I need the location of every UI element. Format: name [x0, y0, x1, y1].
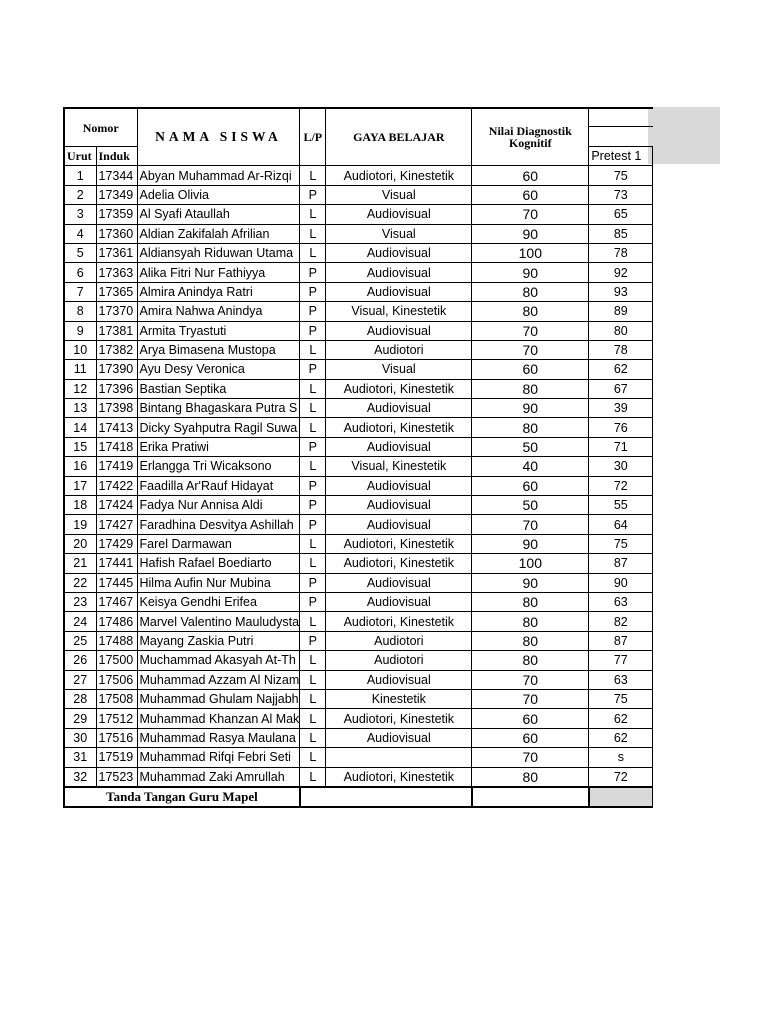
cell-gaya-belajar[interactable]: Audiovisual — [326, 437, 472, 456]
table-row — [64, 592, 653, 611]
cell-nilai-diagnostik[interactable]: 80 — [472, 592, 589, 611]
cell-gaya-belajar[interactable]: Audiotori — [326, 651, 472, 670]
gray-header-block — [648, 107, 720, 164]
table-row — [64, 360, 653, 379]
cell-urut[interactable]: 1 — [64, 166, 96, 185]
table-row — [64, 476, 653, 495]
cell-urut[interactable]: 28 — [64, 689, 96, 708]
cell-nilai-diagnostik[interactable]: 100 — [472, 554, 589, 573]
header-nama-siswa: NAMA SISWA — [137, 108, 300, 166]
cell-pretest[interactable]: 62 — [589, 728, 653, 747]
cell-induk[interactable]: 17396 — [96, 379, 137, 398]
cell-nilai-diagnostik[interactable]: 70 — [472, 205, 589, 224]
cell-induk[interactable]: 17363 — [96, 263, 137, 282]
cell-nama[interactable]: Mayang Zaskia Putri — [137, 631, 300, 650]
cell-gaya-belajar[interactable]: Visual — [326, 360, 472, 379]
cell-urut[interactable]: 5 — [64, 243, 96, 262]
cell-induk[interactable]: 17506 — [96, 670, 137, 689]
cell-gaya-belajar[interactable]: Visual, Kinestetik — [326, 457, 472, 476]
cell-nama[interactable]: Keisya Gendhi Erifea — [137, 592, 300, 611]
cell-urut[interactable]: 15 — [64, 437, 96, 456]
table-row — [64, 728, 653, 747]
table-row — [64, 340, 653, 359]
cell-urut[interactable]: 24 — [64, 612, 96, 631]
cell-lp[interactable]: P — [300, 282, 326, 301]
cell-nama[interactable]: Alika Fitri Nur Fathiyya — [137, 263, 300, 282]
header-induk: Induk — [96, 147, 137, 166]
cell-lp[interactable]: L — [300, 534, 326, 553]
table-row — [64, 302, 653, 321]
cell-nilai-diagnostik[interactable]: 80 — [472, 767, 589, 787]
cell-nama[interactable]: Arya Bimasena Mustopa — [137, 340, 300, 359]
cell-induk[interactable]: 17519 — [96, 748, 137, 767]
cell-pretest[interactable]: 62 — [589, 709, 653, 728]
cell-induk[interactable]: 17344 — [96, 166, 137, 185]
cell-lp[interactable]: L — [300, 340, 326, 359]
cell-nama[interactable]: Muchammad Akasyah At-Th — [137, 651, 300, 670]
cell-induk[interactable]: 17398 — [96, 399, 137, 418]
table-row — [64, 554, 653, 573]
cell-gaya-belajar[interactable]: Audiotori, Kinestetik — [326, 534, 472, 553]
header-urut: Urut — [64, 147, 96, 166]
cell-nilai-diagnostik[interactable]: 90 — [472, 224, 589, 243]
cell-induk[interactable]: 17419 — [96, 457, 137, 476]
cell-pretest[interactable]: 64 — [589, 515, 653, 534]
header-nilai-diagnostik-line1: Nilai Diagnostik — [488, 124, 572, 139]
cell-lp[interactable]: P — [300, 515, 326, 534]
cell-induk[interactable]: 17523 — [96, 767, 137, 787]
cell-nama[interactable]: Faadilla Ar'Rauf Hidayat — [137, 476, 300, 495]
cell-induk[interactable]: 17424 — [96, 496, 137, 515]
cell-induk[interactable]: 17445 — [96, 573, 137, 592]
header-pretest-group — [589, 108, 653, 147]
cell-urut[interactable]: 19 — [64, 515, 96, 534]
cell-induk[interactable]: 17390 — [96, 360, 137, 379]
cell-nilai-diagnostik[interactable]: 90 — [472, 573, 589, 592]
cell-nilai-diagnostik[interactable]: 100 — [472, 243, 589, 262]
cell-nama[interactable]: Hafish Rafael Boediarto — [137, 554, 300, 573]
cell-gaya-belajar[interactable]: Visual, Kinestetik — [326, 302, 472, 321]
cell-nilai-diagnostik[interactable]: 50 — [472, 437, 589, 456]
cell-pretest[interactable]: 75 — [589, 166, 653, 185]
table-row — [64, 689, 653, 708]
header-pretest: Pretest 1 — [589, 147, 653, 166]
cell-nilai-diagnostik[interactable]: 90 — [472, 534, 589, 553]
cell-gaya-belajar[interactable]: Audiotori, Kinestetik — [326, 612, 472, 631]
header-nilai-diagnostik-line2: Kognitif — [508, 136, 552, 151]
cell-nilai-diagnostik[interactable]: 70 — [472, 748, 589, 767]
cell-nilai-diagnostik[interactable]: 60 — [472, 476, 589, 495]
cell-urut[interactable]: 13 — [64, 399, 96, 418]
cell-nilai-diagnostik[interactable]: 60 — [472, 360, 589, 379]
cell-induk[interactable]: 17382 — [96, 340, 137, 359]
cell-urut[interactable]: 17 — [64, 476, 96, 495]
table-row — [64, 437, 653, 456]
cell-lp[interactable]: P — [300, 496, 326, 515]
cell-pretest[interactable]: 92 — [589, 263, 653, 282]
cell-urut[interactable]: 9 — [64, 321, 96, 340]
cell-nilai-diagnostik[interactable]: 60 — [472, 709, 589, 728]
cell-nama[interactable]: Bastian Septika — [137, 379, 300, 398]
cell-urut[interactable]: 26 — [64, 651, 96, 670]
cell-pretest[interactable]: 30 — [589, 457, 653, 476]
cell-gaya-belajar[interactable]: Audiotori, Kinestetik — [326, 418, 472, 437]
cell-urut[interactable]: 22 — [64, 573, 96, 592]
cell-lp[interactable]: L — [300, 166, 326, 185]
cell-induk[interactable]: 17418 — [96, 437, 137, 456]
table-row — [64, 243, 653, 262]
cell-lp[interactable]: L — [300, 767, 326, 787]
cell-gaya-belajar[interactable]: Audiovisual — [326, 282, 472, 301]
table-row — [64, 612, 653, 631]
cell-lp[interactable]: L — [300, 457, 326, 476]
cell-induk[interactable]: 17349 — [96, 185, 137, 204]
cell-pretest[interactable]: 63 — [589, 670, 653, 689]
cell-induk[interactable]: 17429 — [96, 534, 137, 553]
cell-nama[interactable]: Amira Nahwa Anindya — [137, 302, 300, 321]
cell-nama[interactable]: Muhammad Rifqi Febri Seti — [137, 748, 300, 767]
table-row — [64, 515, 653, 534]
cell-pretest[interactable]: 67 — [589, 379, 653, 398]
cell-pretest[interactable]: 55 — [589, 496, 653, 515]
cell-induk[interactable]: 17512 — [96, 709, 137, 728]
cell-nama[interactable]: Muhammad Zaki Amrullah — [137, 767, 300, 787]
cell-nama[interactable]: Aldian Zakifalah Afrilian — [137, 224, 300, 243]
table-row — [64, 379, 653, 398]
cell-gaya-belajar[interactable]: Audiovisual — [326, 476, 472, 495]
cell-nama[interactable]: Adelia Olivia — [137, 185, 300, 204]
table-row — [64, 651, 653, 670]
header-nomor: Nomor — [64, 108, 137, 147]
cell-lp[interactable]: L — [300, 709, 326, 728]
cell-lp[interactable]: L — [300, 224, 326, 243]
cell-nilai-diagnostik[interactable]: 60 — [472, 728, 589, 747]
cell-gaya-belajar[interactable]: Audiovisual — [326, 321, 472, 340]
table-row — [64, 418, 653, 437]
cell-urut[interactable]: 23 — [64, 592, 96, 611]
cell-gaya-belajar[interactable]: Audiovisual — [326, 573, 472, 592]
cell-gaya-belajar[interactable] — [326, 748, 472, 767]
cell-urut[interactable]: 20 — [64, 534, 96, 553]
cell-nilai-diagnostik[interactable]: 90 — [472, 263, 589, 282]
cell-nilai-diagnostik[interactable]: 70 — [472, 689, 589, 708]
cell-gaya-belajar[interactable]: Audiovisual — [326, 670, 472, 689]
cell-urut[interactable]: 27 — [64, 670, 96, 689]
cell-induk[interactable]: 17516 — [96, 728, 137, 747]
student-table — [63, 107, 653, 808]
student-rows — [64, 166, 653, 787]
cell-pretest[interactable]: 80 — [589, 321, 653, 340]
cell-induk[interactable]: 17500 — [96, 651, 137, 670]
cell-pretest[interactable]: 82 — [589, 612, 653, 631]
cell-induk[interactable]: 17467 — [96, 592, 137, 611]
cell-nilai-diagnostik[interactable]: 80 — [472, 282, 589, 301]
cell-pretest[interactable]: 87 — [589, 554, 653, 573]
cell-urut[interactable]: 31 — [64, 748, 96, 767]
cell-lp[interactable]: L — [300, 651, 326, 670]
table-row — [64, 534, 653, 553]
cell-urut[interactable]: 3 — [64, 205, 96, 224]
cell-lp[interactable]: L — [300, 612, 326, 631]
cell-nama[interactable]: Aldiansyah Riduwan Utama — [137, 243, 300, 262]
cell-pretest[interactable]: 63 — [589, 592, 653, 611]
cell-pretest[interactable]: s — [589, 748, 653, 767]
cell-lp[interactable]: P — [300, 302, 326, 321]
cell-gaya-belajar[interactable]: Audiovisual — [326, 592, 472, 611]
table-row — [64, 263, 653, 282]
cell-urut[interactable]: 2 — [64, 185, 96, 204]
cell-nama[interactable]: Hilma Aufin Nur Mubina — [137, 573, 300, 592]
table-row — [64, 224, 653, 243]
cell-pretest[interactable]: 75 — [589, 689, 653, 708]
cell-gaya-belajar[interactable]: Audiotori, Kinestetik — [326, 554, 472, 573]
cell-gaya-belajar[interactable]: Audiotori, Kinestetik — [326, 709, 472, 728]
cell-pretest[interactable]: 85 — [589, 224, 653, 243]
signature-cell-teacher[interactable] — [300, 787, 472, 807]
cell-nama[interactable]: Erika Pratiwi — [137, 437, 300, 456]
cell-lp[interactable]: P — [300, 592, 326, 611]
table-row — [64, 767, 653, 787]
cell-nama[interactable]: Fadya Nur Annisa Aldi — [137, 496, 300, 515]
cell-induk[interactable]: 17441 — [96, 554, 137, 573]
cell-nama[interactable]: Almira Anindya Ratri — [137, 282, 300, 301]
cell-gaya-belajar[interactable]: Kinestetik — [326, 689, 472, 708]
cell-pretest[interactable]: 62 — [589, 360, 653, 379]
cell-pretest[interactable]: 87 — [589, 631, 653, 650]
cell-lp[interactable]: P — [300, 437, 326, 456]
cell-urut[interactable]: 4 — [64, 224, 96, 243]
cell-nilai-diagnostik[interactable]: 80 — [472, 612, 589, 631]
cell-nama[interactable]: Bintang Bhagaskara Putra S — [137, 399, 300, 418]
table-row — [64, 205, 653, 224]
cell-gaya-belajar[interactable]: Audiovisual — [326, 243, 472, 262]
cell-nama[interactable]: Muhammad Rasya Maulana — [137, 728, 300, 747]
cell-urut[interactable]: 21 — [64, 554, 96, 573]
cell-gaya-belajar[interactable]: Visual — [326, 185, 472, 204]
cell-induk[interactable]: 17413 — [96, 418, 137, 437]
cell-pretest[interactable]: 71 — [589, 437, 653, 456]
cell-pretest[interactable]: 90 — [589, 573, 653, 592]
cell-urut[interactable]: 10 — [64, 340, 96, 359]
cell-lp[interactable]: L — [300, 399, 326, 418]
table-row — [64, 670, 653, 689]
cell-induk[interactable]: 17365 — [96, 282, 137, 301]
cell-induk[interactable]: 17360 — [96, 224, 137, 243]
cell-induk[interactable]: 17361 — [96, 243, 137, 262]
cell-lp[interactable]: P — [300, 573, 326, 592]
cell-nama[interactable]: Armita Tryastuti — [137, 321, 300, 340]
table-row — [64, 457, 653, 476]
cell-induk[interactable]: 17427 — [96, 515, 137, 534]
cell-nama[interactable]: Ayu Desy Veronica — [137, 360, 300, 379]
cell-gaya-belajar[interactable]: Audiovisual — [326, 515, 472, 534]
header-nilai-diagnostik — [472, 108, 589, 166]
cell-urut[interactable]: 29 — [64, 709, 96, 728]
cell-pretest[interactable]: 77 — [589, 651, 653, 670]
table-row — [64, 282, 653, 301]
cell-urut[interactable]: 8 — [64, 302, 96, 321]
cell-pretest[interactable]: 89 — [589, 302, 653, 321]
cell-nama[interactable]: Muhammad Azzam Al Nizam — [137, 670, 300, 689]
cell-lp[interactable]: P — [300, 185, 326, 204]
cell-lp[interactable]: L — [300, 243, 326, 262]
cell-nama[interactable]: Al Syafi Ataullah — [137, 205, 300, 224]
cell-urut[interactable]: 6 — [64, 263, 96, 282]
cell-urut[interactable]: 18 — [64, 496, 96, 515]
cell-induk[interactable]: 17359 — [96, 205, 137, 224]
cell-gaya-belajar[interactable]: Audiotori — [326, 631, 472, 650]
signature-cell-nilai[interactable] — [472, 787, 589, 807]
cell-lp[interactable]: P — [300, 263, 326, 282]
table-row — [64, 573, 653, 592]
cell-lp[interactable]: L — [300, 554, 326, 573]
cell-lp[interactable]: P — [300, 476, 326, 495]
cell-nilai-diagnostik[interactable]: 80 — [472, 651, 589, 670]
table-row — [64, 166, 653, 185]
cell-nilai-diagnostik[interactable]: 80 — [472, 302, 589, 321]
cell-pretest[interactable]: 39 — [589, 399, 653, 418]
cell-nama[interactable]: Muhammad Ghulam Najjabh — [137, 689, 300, 708]
cell-nama[interactable]: Erlangga Tri Wicaksono — [137, 457, 300, 476]
cell-urut[interactable]: 25 — [64, 631, 96, 650]
cell-urut[interactable]: 7 — [64, 282, 96, 301]
cell-nilai-diagnostik[interactable]: 70 — [472, 340, 589, 359]
cell-gaya-belajar[interactable]: Audiotori, Kinestetik — [326, 166, 472, 185]
cell-nama[interactable]: Dicky Syahputra Ragil Suwa — [137, 418, 300, 437]
cell-gaya-belajar[interactable]: Audiovisual — [326, 263, 472, 282]
cell-lp[interactable]: L — [300, 379, 326, 398]
cell-gaya-belajar[interactable]: Visual — [326, 224, 472, 243]
cell-nilai-diagnostik[interactable]: 80 — [472, 418, 589, 437]
table-row — [64, 709, 653, 728]
cell-pretest[interactable]: 72 — [589, 476, 653, 495]
cell-nilai-diagnostik[interactable]: 60 — [472, 185, 589, 204]
cell-induk[interactable]: 17422 — [96, 476, 137, 495]
signature-label: Tanda Tangan Guru Mapel — [64, 787, 300, 807]
cell-nama[interactable]: Abyan Muhammad Ar-Rizqi — [137, 166, 300, 185]
cell-pretest[interactable]: 78 — [589, 340, 653, 359]
cell-pretest[interactable]: 93 — [589, 282, 653, 301]
cell-nama[interactable]: Marvel Valentino Mauludysta — [137, 612, 300, 631]
cell-lp[interactable]: L — [300, 728, 326, 747]
table-row — [64, 185, 653, 204]
cell-lp[interactable]: P — [300, 631, 326, 650]
cell-pretest[interactable]: 75 — [589, 534, 653, 553]
cell-nilai-diagnostik[interactable]: 70 — [472, 321, 589, 340]
cell-urut[interactable]: 14 — [64, 418, 96, 437]
cell-gaya-belajar[interactable]: Audiovisual — [326, 728, 472, 747]
cell-nilai-diagnostik[interactable]: 50 — [472, 496, 589, 515]
cell-urut[interactable]: 30 — [64, 728, 96, 747]
cell-nilai-diagnostik[interactable]: 40 — [472, 457, 589, 476]
signature-cell-pretest — [589, 787, 653, 807]
cell-gaya-belajar[interactable]: Audiotori — [326, 340, 472, 359]
cell-lp[interactable]: L — [300, 748, 326, 767]
cell-nilai-diagnostik[interactable]: 80 — [472, 631, 589, 650]
cell-induk[interactable]: 17488 — [96, 631, 137, 650]
student-table-sheet — [63, 107, 653, 808]
cell-induk[interactable]: 17370 — [96, 302, 137, 321]
cell-pretest[interactable]: 78 — [589, 243, 653, 262]
cell-pretest[interactable]: 65 — [589, 205, 653, 224]
cell-pretest[interactable]: 72 — [589, 767, 653, 787]
cell-pretest[interactable]: 76 — [589, 418, 653, 437]
header-gaya-belajar: GAYA BELAJAR — [326, 108, 472, 166]
cell-induk[interactable]: 17486 — [96, 612, 137, 631]
cell-lp[interactable]: P — [300, 360, 326, 379]
cell-gaya-belajar[interactable]: Audiotori, Kinestetik — [326, 767, 472, 787]
table-row — [64, 496, 653, 515]
table-row — [64, 631, 653, 650]
cell-gaya-belajar[interactable]: Audiovisual — [326, 205, 472, 224]
header-lp: L/P — [300, 108, 326, 166]
cell-gaya-belajar[interactable]: Audiovisual — [326, 399, 472, 418]
cell-gaya-belajar[interactable]: Audiotori, Kinestetik — [326, 379, 472, 398]
cell-urut[interactable]: 32 — [64, 767, 96, 787]
cell-lp[interactable]: L — [300, 689, 326, 708]
cell-urut[interactable]: 16 — [64, 457, 96, 476]
cell-nama[interactable]: Muhammad Khanzan Al Mak — [137, 709, 300, 728]
cell-nilai-diagnostik[interactable]: 70 — [472, 670, 589, 689]
cell-lp[interactable]: L — [300, 205, 326, 224]
table-row — [64, 399, 653, 418]
cell-lp[interactable]: L — [300, 418, 326, 437]
cell-nilai-diagnostik[interactable]: 70 — [472, 515, 589, 534]
cell-nilai-diagnostik[interactable]: 90 — [472, 399, 589, 418]
cell-nilai-diagnostik[interactable]: 60 — [472, 166, 589, 185]
cell-induk[interactable]: 17381 — [96, 321, 137, 340]
cell-lp[interactable]: P — [300, 321, 326, 340]
cell-induk[interactable]: 17508 — [96, 689, 137, 708]
cell-pretest[interactable]: 73 — [589, 185, 653, 204]
cell-nama[interactable]: Faradhina Desvitya Ashillah — [137, 515, 300, 534]
cell-lp[interactable]: L — [300, 670, 326, 689]
cell-nama[interactable]: Farel Darmawan — [137, 534, 300, 553]
cell-nilai-diagnostik[interactable]: 80 — [472, 379, 589, 398]
cell-gaya-belajar[interactable]: Audiovisual — [326, 496, 472, 515]
table-row — [64, 748, 653, 767]
table-row — [64, 321, 653, 340]
cell-urut[interactable]: 11 — [64, 360, 96, 379]
cell-urut[interactable]: 12 — [64, 379, 96, 398]
